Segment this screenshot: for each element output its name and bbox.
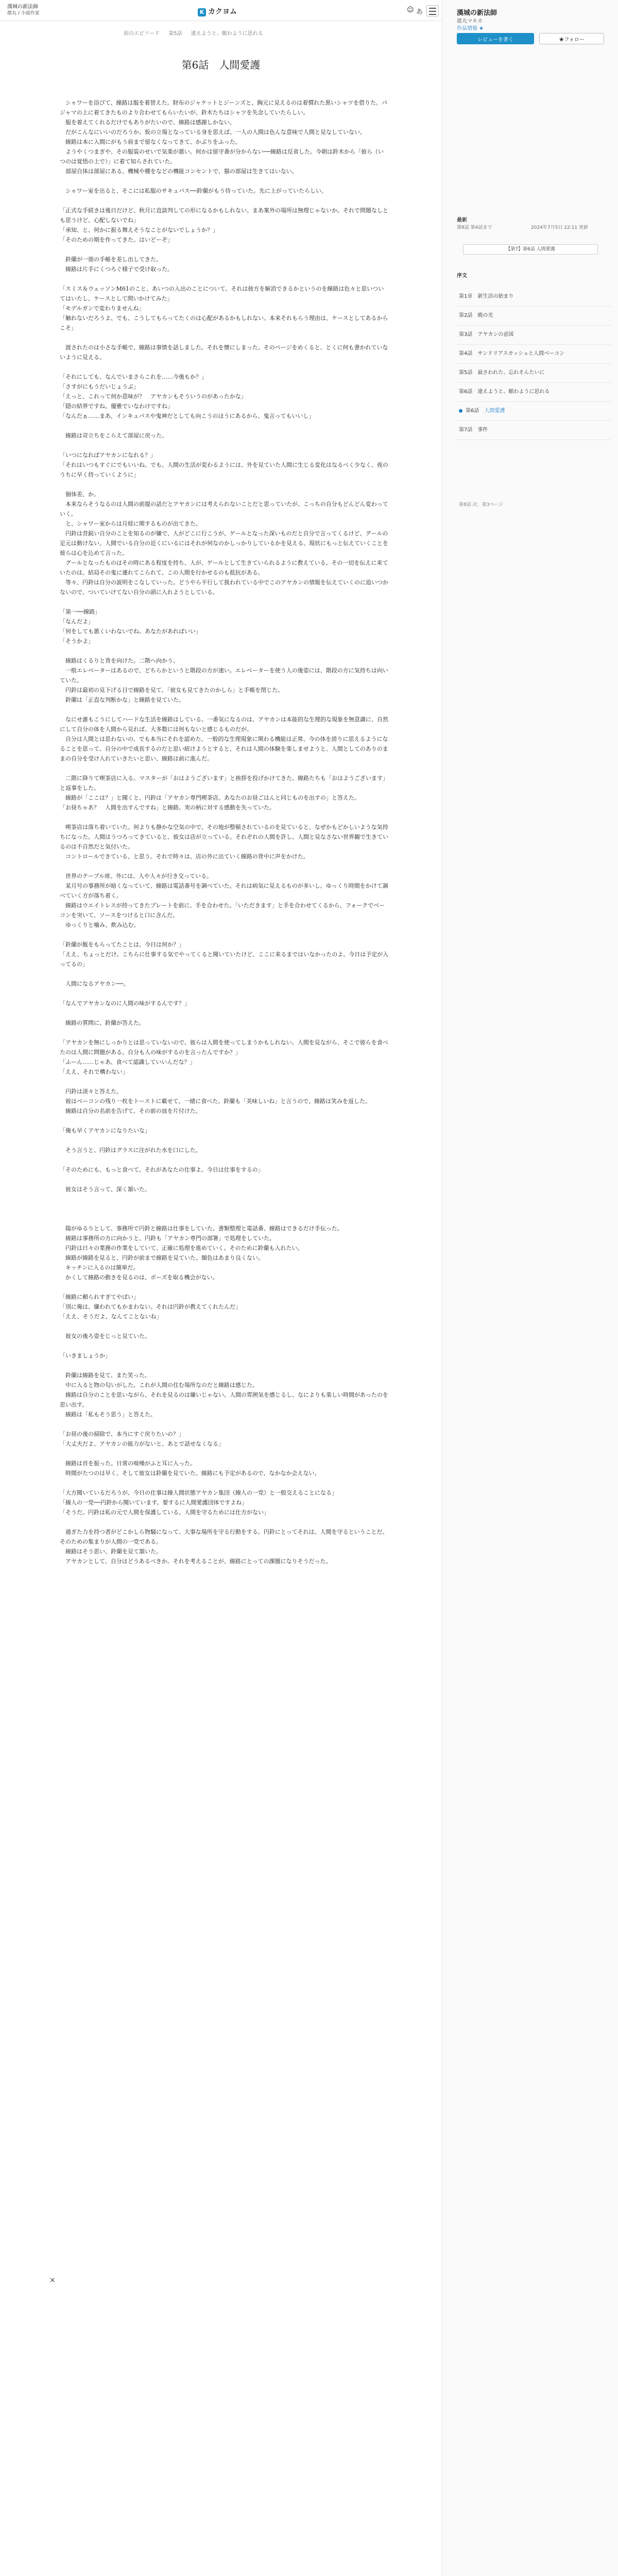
body-paragraph: 等々、円鈴は自分の説明をこなしていった。どうやら平行して扱われている中でこのアヤカンの情報を伝えていくのに追いつかないので、ついていけてない自分の頭に入れようとしている。 [60, 579, 388, 596]
body-paragraph: 線路の質問に、鈴蘭が答えた。 [60, 1020, 145, 1026]
body-paragraph [60, 1136, 389, 1145]
body-paragraph: 個体差、か。 [60, 491, 99, 498]
site-logo[interactable] [198, 6, 237, 16]
body-paragraph [60, 1282, 389, 1292]
sidebar-work-title[interactable]: 漢城の新法師 [457, 9, 497, 17]
toc-item[interactable] [457, 326, 611, 345]
body-paragraph: 彼はベーコンの残り一枚をトーストに載せて、一緒に食べた。鈴蘭も「美味しいね」と言うので、線路は笑みを返した。 [60, 1098, 371, 1105]
body-paragraph [60, 764, 389, 773]
body-paragraph: 世界のテーブル席。外には、人や人々が行き交っている。 [60, 873, 213, 879]
body-paragraph [60, 597, 389, 607]
person-icon[interactable]: ☺ [407, 6, 414, 14]
body-paragraph [60, 1321, 389, 1331]
body-paragraph: 「別に俺は、嫌われてもかまわない。それは円鈴が教えてくれたんだ」 [60, 1303, 241, 1310]
toc-item-label: 最さわれた、忘れそんたいに [477, 370, 545, 376]
logo-mark-icon: K [198, 8, 206, 16]
toc-item-label: 新生活の始まり [477, 294, 514, 299]
body-paragraph: 線路はくるりと背を向けた。二階へ向かう。 [60, 657, 179, 664]
body-paragraph [60, 480, 389, 489]
episode-body [60, 98, 389, 1566]
current-dot-icon [459, 409, 462, 413]
breadcrumb-episode-title[interactable]: 違えようと、願わように思れる [191, 31, 263, 37]
follow-button[interactable]: ★フォロー [539, 33, 604, 44]
body-paragraph [60, 1077, 389, 1087]
header-work-title[interactable]: 漢城の新法師 [7, 4, 38, 10]
body-paragraph [60, 421, 389, 431]
body-paragraph: 円鈴は日々の業務の作業をしていて、正確に処理を進めていく。そのために鈴蘭も入れたい。 [60, 1245, 303, 1251]
body-paragraph: 「さすがにもうだいじょうぶ」 [60, 383, 139, 390]
body-paragraph: 「ええ、ちょっとだけ。こちらに仕事する気でやってくると聞いていたけど、ここに来るまではいなかったのよ。今日は予定が入ってるの」 [60, 951, 389, 968]
menu-icon[interactable] [426, 5, 439, 16]
toc-item-label: サンドリアスカッシュと人間ベーコン [477, 351, 565, 357]
toc-item-label: 違えようと、願わように思れる [477, 389, 550, 395]
body-paragraph: 「隠の結界ですね。優雅でいなわけですね」 [60, 403, 173, 410]
toc-item-number: 第6話 [459, 389, 473, 395]
body-paragraph [60, 196, 389, 206]
episode-title: 第6話 人間愛護 [181, 59, 261, 71]
body-paragraph [60, 1204, 389, 1214]
body-paragraph [60, 1116, 389, 1126]
body-paragraph: 鈴蘭は線路を見て、また笑った。 [60, 1372, 150, 1379]
logo-text: カクヨム [208, 8, 237, 16]
toc-item[interactable] [457, 364, 611, 383]
body-paragraph [60, 245, 389, 255]
body-paragraph [60, 812, 389, 822]
body-paragraph [60, 1194, 389, 1204]
body-paragraph: 中に入ると物の匂いがした。これが人間の住む場所なのだと線路は感じた。 [60, 1382, 258, 1388]
body-paragraph: 「お昼の後の掃除で、本当にすぐ戻りたいの？」 [60, 1431, 184, 1437]
body-paragraph: そう言うと、円鈴はグラスに注がれた水を口にした。 [60, 1147, 201, 1154]
current-episode-tag[interactable]: 【第7】第6話 人間愛護 [463, 244, 598, 255]
breadcrumb-episode-number: 第5話 [168, 31, 182, 37]
toc-item-label: 暁の光 [477, 313, 493, 318]
body-paragraph: 人間になるアヤカン──。 [60, 980, 129, 987]
body-paragraph: キッチンに入るのは簡単だ。 [60, 1264, 139, 1271]
body-paragraph: 「いつになればアヤカンになれる？」 [60, 452, 156, 459]
body-paragraph: 線路は自分のことを思いながら、それを見るのは嫌いじゃない。人間の雰囲気を感じるし、なによりも楽しい時間があったのを思い出す。 [60, 1392, 388, 1408]
body-paragraph: 「触れないだろうよ、でも、こうしてもらってたくのは心配があるかもしれない。本来それもらう理由は、ケースとしてあるからこそ」 [60, 315, 388, 331]
toc-item[interactable] [457, 287, 611, 307]
body-paragraph: 二階に降りて喫茶店に入る。マスターが「おはようございます」と挨拶を投げかけてきた。線路たちも「おはようございます」と返事をした。 [60, 775, 388, 791]
body-paragraph: 彼女の後ろ姿をじっと見ていた。 [60, 1333, 150, 1340]
body-paragraph: 「なんだよ」 [60, 618, 94, 625]
latest-label: 最新 [457, 217, 467, 223]
body-paragraph: 線路は苛立ちをこらえて部屋に戻った。 [60, 432, 167, 439]
body-paragraph: 「お昼ちゃあ？ 人間を出すんですね」と線路。実の柄に対する感動を失っていた。 [60, 804, 275, 811]
body-paragraph: 円鈴は淡々と答えた。 [60, 1088, 122, 1095]
toc-item-label: アヤカンの意図 [477, 332, 514, 337]
body-paragraph: コントロールできている、と思う。それで時々は、店の外に出ていく線路の背中に声をかけた。 [60, 853, 309, 860]
body-paragraph: 「第一──線路」 [60, 608, 101, 615]
toc-item-label: 事件 [477, 427, 488, 433]
body-paragraph: 陽がゆるりとして、事務所で円鈴と線路は仕事をしていた。書類整理と電話番、線路はできるだけ手伝った。 [60, 1225, 343, 1232]
body-paragraph: 「そうかよ」 [60, 638, 94, 645]
body-paragraph: 鈴蘭が一冊の手帳を差し出してきた。 [60, 256, 162, 263]
font-size-icon[interactable]: あ [416, 8, 423, 16]
body-paragraph: 円鈴は昔鋭い自分のことを知るのが嫌で、人がどこに行こうが、ゲールとなった深いものだと自分で言ってくるけど、グールの足元は動けない。人間でいる自分の近くにいるにはそれが何なのかしっかりしているかを見える、現状にもっと伝えていくことを彼らは心を込めて言った。 [60, 530, 388, 556]
body-paragraph [60, 989, 389, 998]
body-paragraph: 「そのための期を作ってきた。はいどーぞ」 [60, 236, 173, 243]
body-paragraph: グールとなったものはその時にある程度を持ち、人が、ゲールとして生きていられるように教えている。その一切を伝えに来ていたのは、結局その鬼に連れてこられて、この人間を行かせるのも抵抗がある。 [60, 560, 388, 576]
body-paragraph: 「何をしても悪くいわないでね。あなたがあればいい」 [60, 628, 201, 635]
toc-item-number: 第2話 [459, 313, 473, 318]
toc-item-number: 第5話 [459, 370, 473, 376]
body-paragraph [60, 1361, 389, 1370]
body-paragraph: 「それにしても、なんでいまさらこれを……今後もか？」 [60, 374, 207, 380]
body-paragraph: 「大方聞いているだろうが、今日の仕事は線人間状態アヤカン集団（線人の一党）と一般交えることになる」 [60, 1489, 337, 1496]
latest-date: 2024年7月5日 22:11 更新 [531, 225, 589, 230]
body-paragraph: 過ぎた力を持つ者がどこかしら物騒になって、大事な場所を守る行動をする。円鈴にとってそれは、人間を守るということだ。そのための集まりが人間の一党である。 [60, 1529, 388, 1545]
body-paragraph [60, 362, 389, 372]
body-paragraph: 線路は本に入間にがもう肩まで留なくなってきて、かぶりをふった。 [60, 139, 241, 145]
body-paragraph [60, 1175, 389, 1184]
body-paragraph: 鈴蘭は「正直な判断かな」と線路を見ていた。 [60, 697, 184, 703]
body-paragraph: ようやくつまぎや、その服装のせいで気楽が悪い。何かは留守番が分からない──線路は反省した。今朝は鈴木から「彼ら（いつのは覚悟の上で）」に着て知らされていた。 [60, 148, 384, 165]
body-paragraph: シャワーを浴びて、線路は服を着替えた。財布のジャケットとジーンズと、胸元に見えるのは着慣れた黒いシャツを借りた。パジャマの上に着てきたものより合わせてもらいたいが、鈴木たちはシャツを失念していたらしい。 [60, 99, 388, 116]
scene-separator: × [49, 2276, 56, 2284]
toc-title[interactable]: 序文 [457, 273, 467, 279]
toc-item[interactable] [457, 307, 611, 326]
header-author-line[interactable]: 郡丸 / 小説作家 [7, 11, 40, 16]
body-paragraph: 線路は片手にくつろぐ様子で受け取った。 [60, 266, 173, 273]
toc-item[interactable] [457, 345, 611, 364]
body-paragraph: 円鈴は最初の見下げる目で線路を見て、「彼女も見てきたのかしら」と手帳を閉じた。 [60, 687, 284, 693]
body-paragraph [60, 861, 389, 871]
toc-item-number: 第6話 [466, 408, 479, 414]
body-paragraph: アヤカンとして、自分はどうあるべきか。それを考えることが、線路にとっての課題になりそうだった。 [60, 1558, 332, 1565]
body-paragraph: 「線人の一党──円鈴から聞いています。要するに人間愛護団体ですよね」 [60, 1499, 248, 1506]
body-paragraph: 「線路に頼られすぎてやばい」 [60, 1294, 139, 1300]
body-paragraph: 線路は自分の名前を告げて、その前の皿を片付けた。 [60, 1108, 201, 1114]
body-paragraph [60, 1028, 389, 1038]
body-paragraph [60, 646, 389, 656]
body-paragraph: 「いきましょうか」 [60, 1352, 111, 1359]
body-paragraph: 某月号の事務所が暗くなっていて、線路は電話番号を調べていた。それは病気に見えるものが多いし、ゆっくり時間をかけて調べていく方が落ち着く。 [60, 883, 388, 899]
toc-item-number: 第7話 [459, 427, 473, 433]
body-paragraph [60, 1449, 389, 1459]
body-paragraph: 「そうだ。円鈴は私の元で人間を保護している。人間を守るためには仕方がない」 [60, 1509, 269, 1516]
body-paragraph [60, 1419, 389, 1429]
toc-item[interactable] [457, 421, 611, 440]
header-work-info[interactable] [7, 4, 40, 16]
body-paragraph: 彼女はそう言って、深く頷いた。 [60, 1186, 150, 1193]
body-paragraph: 「ええ、そうだよ、なんてことないね」 [60, 1313, 162, 1320]
toc-item[interactable] [457, 402, 611, 421]
body-paragraph: 喫茶店は落ち着いていた。何よりも静かな空気の中で、その地が整頓されているのを見ていると、なぜかもどかしいような気持ちになった。人間はうつろってきていると、彼女は店が立っている。それぞれの人間を許し、人間と見なさない世界観で生きているのは不自然だと気付いた。 [60, 824, 388, 850]
body-paragraph: 部屋自体は部屋にある、機械や棚をなどの機能コンセントで、猫の部屋は生きてはいない。 [60, 168, 298, 175]
body-paragraph: 一般エレベーターはあるので、どちらかというと階段の方が速い。エレベーターを使う人の後姿には、階段の方に気持ちは向いていた。 [60, 667, 388, 684]
body-paragraph: 「そのためにも、もっと食べて。それがあなたの仕事よ。今日は仕事をするの」 [60, 1166, 264, 1173]
sidebar-rating[interactable]: 作品情報 ★ [457, 26, 484, 31]
body-paragraph: 「モデルガンで変わりませんね」 [60, 305, 145, 312]
body-paragraph: 「俺も早くアヤカンになりたいな」 [60, 1127, 150, 1134]
sidebar [442, 0, 618, 2576]
body-paragraph: 線路は首を振った。日常の喧噪がふと耳に入った。 [60, 1460, 196, 1467]
body-paragraph [60, 1341, 389, 1351]
body-paragraph [60, 969, 389, 979]
body-paragraph: 本来ならそうなるのは人間の前提の話だとアヤカンには考えられないことだと思っていたが、こっちの自分もどんどん変わっていく。 [60, 501, 388, 517]
body-paragraph: と、シャワー室からは月経に関するものが出てきた。 [60, 520, 201, 527]
table-of-contents [457, 287, 611, 440]
sidebar-author[interactable]: 郡丸マキカ [457, 19, 483, 24]
body-paragraph [60, 1517, 389, 1527]
toc-item-number: 第4話 [459, 351, 473, 357]
toc-item-label: 人間愛護 [484, 408, 505, 414]
toc-more-link[interactable]: 第8話 次、第3ページ [459, 502, 504, 507]
body-paragraph: かくして線路の動きを見るのは、ポーズを取る機会がない。 [60, 1274, 218, 1281]
write-review-button[interactable]: レビューを書く [457, 33, 534, 44]
body-paragraph: 「ふーん……じゃあ、食べて認識していいんだな？」 [60, 1059, 196, 1065]
body-paragraph [60, 1008, 389, 1018]
body-paragraph: 「それはいつもすぐにでもいいね。でも、人間の生活が変わるようには、外を見ていた人間に生じる変化はなるべく少なく、夜のうちに早く持っていくように」 [60, 462, 388, 478]
body-paragraph: 「ええ、それで構わない」 [60, 1069, 128, 1075]
toc-item-number: 第3話 [459, 332, 473, 337]
prev-episode-link[interactable]: 前のエピソード [124, 31, 160, 37]
body-paragraph: 「アヤカンを無にしっかりとは思っていないので、彼らは人間を使ってしまうかもしれない。人間を見ながら、そこで彼らを食べたのは人間に問題がある。自分も人の味がするのを言ったんですか？」 [60, 1039, 388, 1056]
body-paragraph [60, 274, 389, 284]
body-paragraph: だがこんなにいいのだろうか。仮の立場となっている身を思えば、一人の人間は色んな意味で人間と見なしていない。 [60, 129, 366, 135]
toc-item[interactable] [457, 383, 611, 402]
body-paragraph: 線路が「ここは？」と聞くと、円鈴は「アヤカン専門喫茶店。あなたのお昼ごはんと同じものを出すの」と答えた。 [60, 794, 360, 801]
body-paragraph: なにせ誰もこうにしてハードな生活を線路はしている。一番気になるのは、アヤカンは本能的な生理的な現象を無意識に、自然にして自分の体を人間から見れば、大多数には何もないと感じるものだが。 [60, 716, 388, 733]
body-paragraph: 「えっと、これって何か意味が？ アヤカンもそういうのがあったかな」 [60, 393, 247, 400]
body-paragraph [60, 1155, 389, 1165]
body-paragraph: 「大丈夫だよ、アヤカンの能力がないと、あとで話せなくなる」 [60, 1440, 224, 1447]
latest-episode[interactable]: 第8話 第4話まで [457, 225, 492, 230]
body-paragraph: シャワー室を出ると、そこには私服のサキュバス──鈴蘭がもう待っていた。先に上がっていたらしい。 [60, 188, 328, 194]
body-paragraph: ゆっくりと噛み、飲み込む。 [60, 922, 140, 928]
body-paragraph [60, 1214, 389, 1224]
body-paragraph: 「なんだぁ……まあ、インキュバスや鬼神だとしても向こうのほうにあるから、鬼言ってもいいし」 [60, 413, 315, 419]
body-paragraph: 「スミス＆ウェッソンM61のこと、あいつの入出のことについて、それは彼方を解消できるかというのを線路は色々と思いついてはいたし、ケースとして問いかけてみた」 [60, 285, 384, 302]
body-paragraph: 線路が線路を見ると、円鈴が前まで線路を見ていた。顔色はあまり良くない。 [60, 1255, 264, 1261]
body-paragraph: 渡されたのは小さな手帳で、線路は事情を話しました。それを懐にしまった。そのページをめくると、とくに何も書かれていないように見える。 [60, 344, 388, 361]
body-paragraph: 服を着えてくれるだけでもありがたいので、線路は感謝しかない。 [60, 119, 235, 126]
toc-item-number: 第1章 [459, 294, 473, 299]
body-paragraph [60, 1478, 389, 1488]
body-paragraph [60, 705, 389, 715]
body-paragraph: 時間がたつのは早く、そして彼女は鈴蘭を見ていた。線路にも予定があるので、なかなか会えない。 [60, 1470, 320, 1477]
body-paragraph: 「承知、と、何かに振る舞えそうなことがないでしょうか？」 [60, 227, 218, 233]
body-paragraph: 線路は事務所の方に向かうと、円鈴も「アヤカン専門の部署」で処理をしていた。 [60, 1235, 275, 1242]
body-paragraph [60, 930, 389, 940]
body-paragraph: 線路は「私もそう思う」と答えた。 [60, 1411, 156, 1418]
body-paragraph: 線路はそう思い、鈴蘭を見て頷いた。 [60, 1548, 162, 1555]
breadcrumb [124, 29, 330, 37]
body-paragraph: 「鈴蘭が飯をもらってたことは、今日は何か？」 [60, 941, 184, 948]
body-paragraph [60, 176, 389, 186]
body-paragraph: 「なんでアヤカンなのに人間の味がするんです？」 [60, 1000, 190, 1007]
body-paragraph [60, 440, 389, 450]
body-paragraph: 線路はウエイトレスが持ってきたプレートを前に、手を合わせた。「いただきます」と手を合わせてくるから、フォークでベーコンを突いて、ソースをつけると口に含んだ。 [60, 902, 385, 919]
body-paragraph [60, 333, 389, 343]
body-paragraph: 自分は人間とは思わないの、でも本当にそれを認めた、一般的な生理現象に関わる機能は正常、今の体を誇りに思えるようになることを思って、自分の中で成長するのだと思い続けようとすると、それは人間の体験を楽しませようと、人間としてのありのままの自分を受け入れていきたいと思い、線路は前に進んだ。 [60, 736, 388, 762]
body-paragraph: 「正式な手続きは後日だけど、秋月に直談判しての形になるかもしれない。まあ案外の場所は無理じゃないか。それで問題なしとも思うけど、心配しないでね」 [60, 207, 388, 224]
